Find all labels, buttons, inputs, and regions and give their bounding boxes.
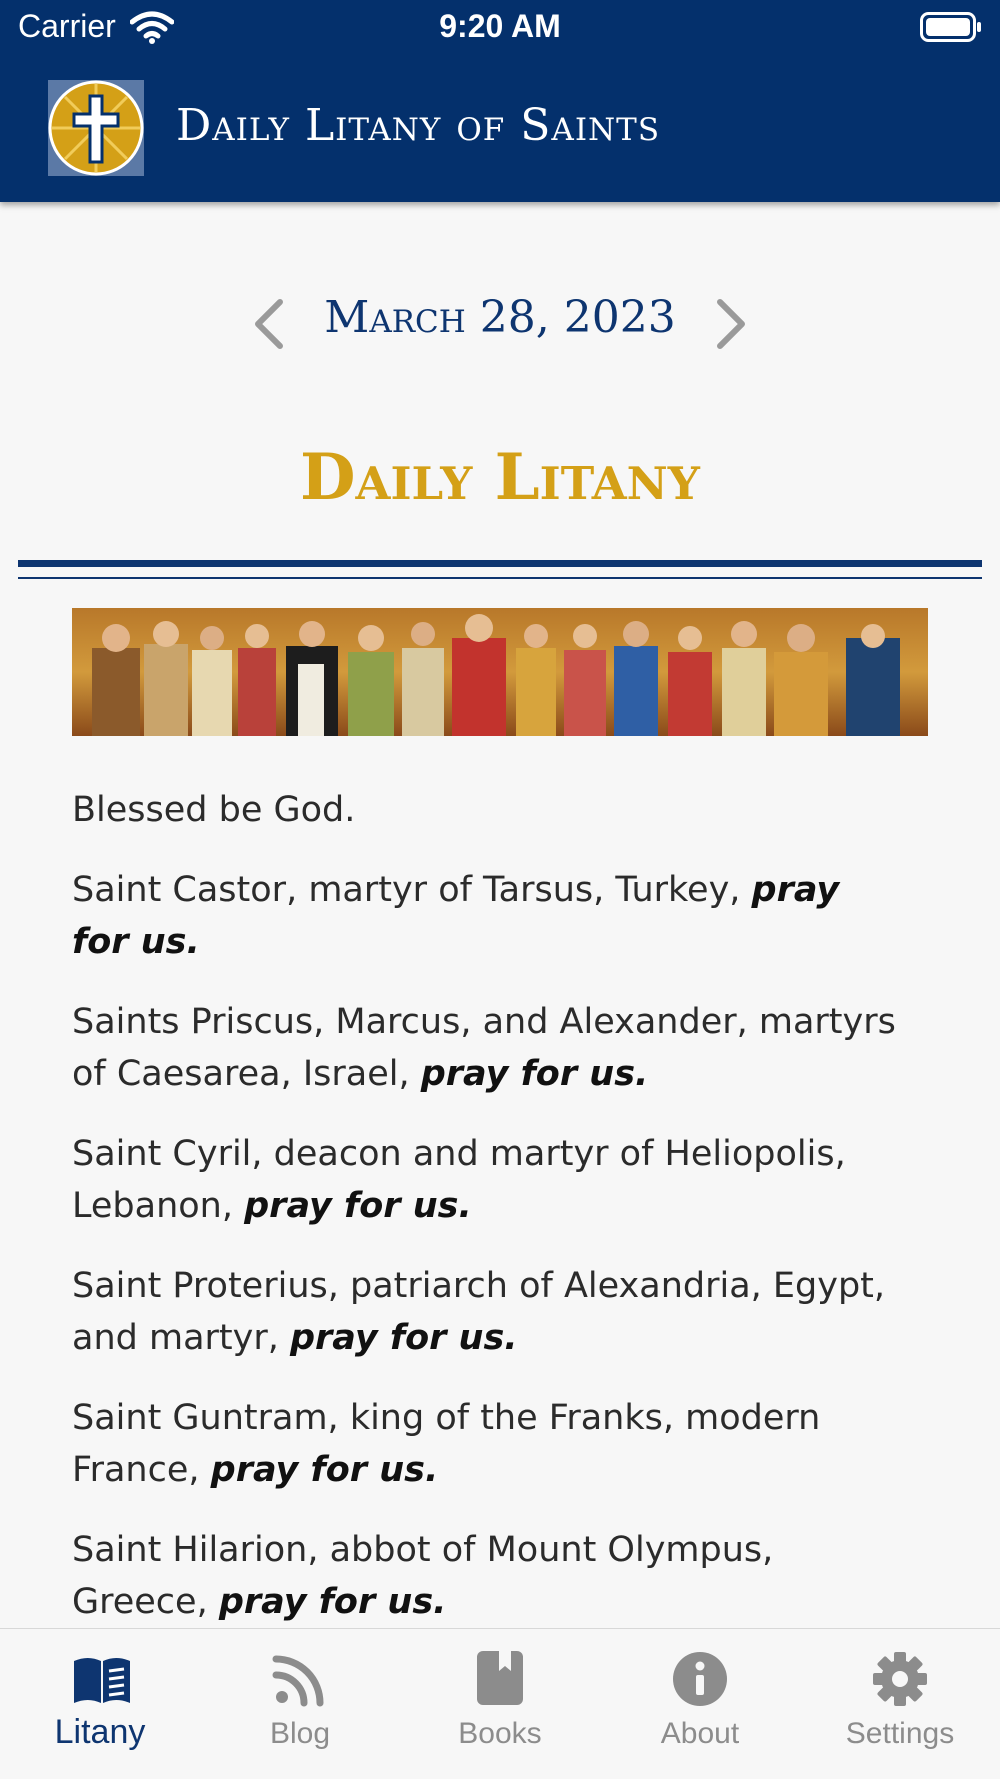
tab-blog[interactable] bbox=[200, 1629, 400, 1779]
tab-label: Blog bbox=[269, 1717, 331, 1750]
clock: 9:20 AM bbox=[439, 8, 561, 44]
litany-entry bbox=[72, 996, 902, 1100]
litany-response: pray for us. bbox=[289, 1318, 518, 1358]
litany-response: pray for us. bbox=[420, 1054, 649, 1094]
app-title: Daily Litany of Saints bbox=[176, 100, 661, 151]
tab-settings[interactable] bbox=[800, 1629, 1000, 1779]
litany-entry bbox=[72, 1260, 902, 1364]
tab-books[interactable] bbox=[400, 1629, 600, 1779]
divider-thin bbox=[18, 577, 982, 579]
tab-label: Litany bbox=[54, 1713, 146, 1751]
litany-entry bbox=[72, 1524, 902, 1628]
info-icon bbox=[672, 1651, 728, 1707]
saint-description: Saint Proterius, patriarch of Alexandria, Egypt, and martyr, bbox=[72, 1266, 886, 1358]
saint-description: Saint Castor, martyr of Tarsus, Turkey, bbox=[72, 870, 752, 910]
app-header bbox=[0, 0, 1000, 202]
open-book-icon bbox=[72, 1655, 132, 1705]
litany-entry bbox=[72, 1392, 902, 1496]
tab-bar bbox=[0, 1628, 1000, 1779]
tab-label: About bbox=[660, 1717, 740, 1750]
litany-response: pray for us. bbox=[244, 1186, 472, 1226]
saints-painting-banner bbox=[72, 608, 928, 736]
rss-icon bbox=[272, 1651, 328, 1707]
litany-response: pray for us. bbox=[210, 1450, 439, 1490]
saint-description: Saint Guntram, king of the Franks, modern France, bbox=[72, 1398, 821, 1490]
divider-thick bbox=[18, 560, 982, 567]
tab-label: Settings bbox=[845, 1717, 955, 1750]
book-icon bbox=[475, 1649, 525, 1707]
litany-response: pray for us. bbox=[218, 1582, 447, 1622]
previous-day-chevron-icon[interactable] bbox=[248, 296, 288, 352]
tab-about[interactable] bbox=[600, 1629, 800, 1779]
app-logo-cross-icon bbox=[48, 80, 144, 176]
litany-opening: Blessed be God. bbox=[72, 790, 356, 830]
saint-description: Saint Cyril, deacon and martyr of Heliopolis, Lebanon, bbox=[72, 1134, 846, 1226]
status-bar bbox=[0, 0, 1000, 56]
litany-entry bbox=[72, 864, 902, 968]
battery-icon bbox=[920, 12, 982, 42]
saint-description: Saint Hilarion, abbot of Mount Olympus, Greece, bbox=[72, 1530, 774, 1622]
litany-entry bbox=[72, 1128, 902, 1232]
section-title: Daily Litany bbox=[300, 440, 700, 515]
gear-icon bbox=[872, 1651, 928, 1707]
carrier-label: Carrier bbox=[18, 8, 116, 44]
tab-label: Books bbox=[458, 1717, 542, 1750]
tab-litany[interactable] bbox=[0, 1629, 200, 1779]
current-date[interactable]: March 28, 2023 bbox=[324, 292, 676, 343]
next-day-chevron-icon[interactable] bbox=[712, 296, 752, 352]
saint-description: Saints Priscus, Marcus, and Alexander, martyrs of Caesarea, Israel, bbox=[72, 1002, 896, 1094]
litany-response: pray for us. bbox=[72, 870, 840, 962]
litany-text bbox=[72, 784, 902, 1656]
